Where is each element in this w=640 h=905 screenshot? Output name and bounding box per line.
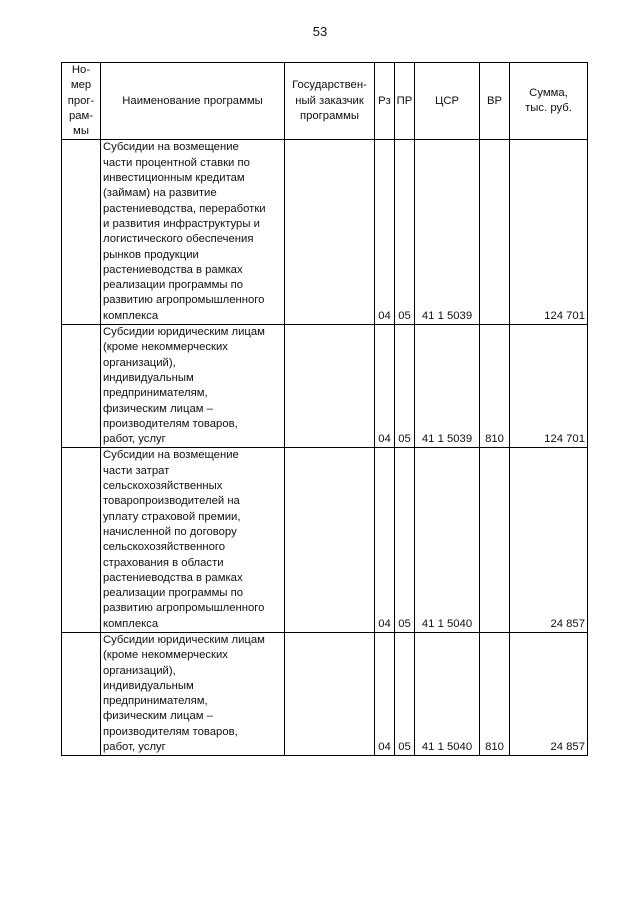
cell-csr: 41 1 5039 — [415, 325, 480, 448]
cell-csr: 41 1 5040 — [415, 448, 480, 633]
table-row — [62, 325, 588, 448]
cell-rz: 04 — [375, 325, 395, 448]
cell-number — [62, 140, 101, 325]
cell-program-name: Субсидии юридическим лицам (кроме некоммерческих организаций), индивидуальным предпринимателям, физическим лицам – производителям товаров, работ, услуг — [101, 632, 285, 755]
cell-sum: 24 857 — [510, 448, 588, 633]
page-number: 53 — [312, 24, 328, 39]
cell-sum: 124 701 — [510, 140, 588, 325]
cell-number — [62, 325, 101, 448]
cell-rz: 04 — [375, 632, 395, 755]
cell-customer — [285, 448, 375, 633]
table-row — [62, 632, 588, 755]
header-number: Но- мер прог- рам- мы — [62, 63, 101, 140]
cell-vr — [480, 448, 510, 633]
cell-pr: 05 — [395, 632, 415, 755]
cell-csr: 41 1 5039 — [415, 140, 480, 325]
header-csr: ЦСР — [415, 63, 480, 140]
cell-csr: 41 1 5040 — [415, 632, 480, 755]
cell-vr — [480, 140, 510, 325]
cell-vr: 810 — [480, 632, 510, 755]
cell-vr: 810 — [480, 325, 510, 448]
table-row — [62, 448, 588, 633]
header-customer: Государствен- ный заказчик программы — [285, 63, 375, 140]
header-name: Наименование программы — [101, 63, 285, 140]
cell-customer — [285, 632, 375, 755]
header-sum: Сумма, тыс. руб. — [510, 63, 588, 140]
table-row — [62, 140, 588, 325]
cell-program-name: Субсидии на возмещение части процентной ставки по инвестиционным кредитам (займам) на развитие растениеводства, переработки и развития инфраструктуры и логистического обеспечения рынков продукции растениеводства в рамках реализации программы по развитию агропромышленного комплекса — [101, 140, 285, 325]
cell-pr: 05 — [395, 140, 415, 325]
cell-pr: 05 — [395, 325, 415, 448]
header-pr: ПР — [395, 63, 415, 140]
cell-program-name: Субсидии на возмещение части затрат сельскохозяйственных товаропроизводителей на уплату страховой премии, начисленной по договору сельскохозяйственного страхования в области растениеводства в рамках реализации программы по развитию агропромышленного комплекса — [101, 448, 285, 633]
cell-rz: 04 — [375, 140, 395, 325]
cell-customer — [285, 325, 375, 448]
cell-rz: 04 — [375, 448, 395, 633]
cell-program-name: Субсидии юридическим лицам (кроме некоммерческих организаций), индивидуальным предпринимателям, физическим лицам – производителям товаров, работ, услуг — [101, 325, 285, 448]
cell-pr: 05 — [395, 448, 415, 633]
header-row — [62, 63, 588, 140]
cell-sum: 24 857 — [510, 632, 588, 755]
cell-number — [62, 448, 101, 633]
header-vr: ВР — [480, 63, 510, 140]
budget-table — [61, 62, 588, 756]
cell-number — [62, 632, 101, 755]
header-rz: Рз — [375, 63, 395, 140]
cell-customer — [285, 140, 375, 325]
cell-sum: 124 701 — [510, 325, 588, 448]
